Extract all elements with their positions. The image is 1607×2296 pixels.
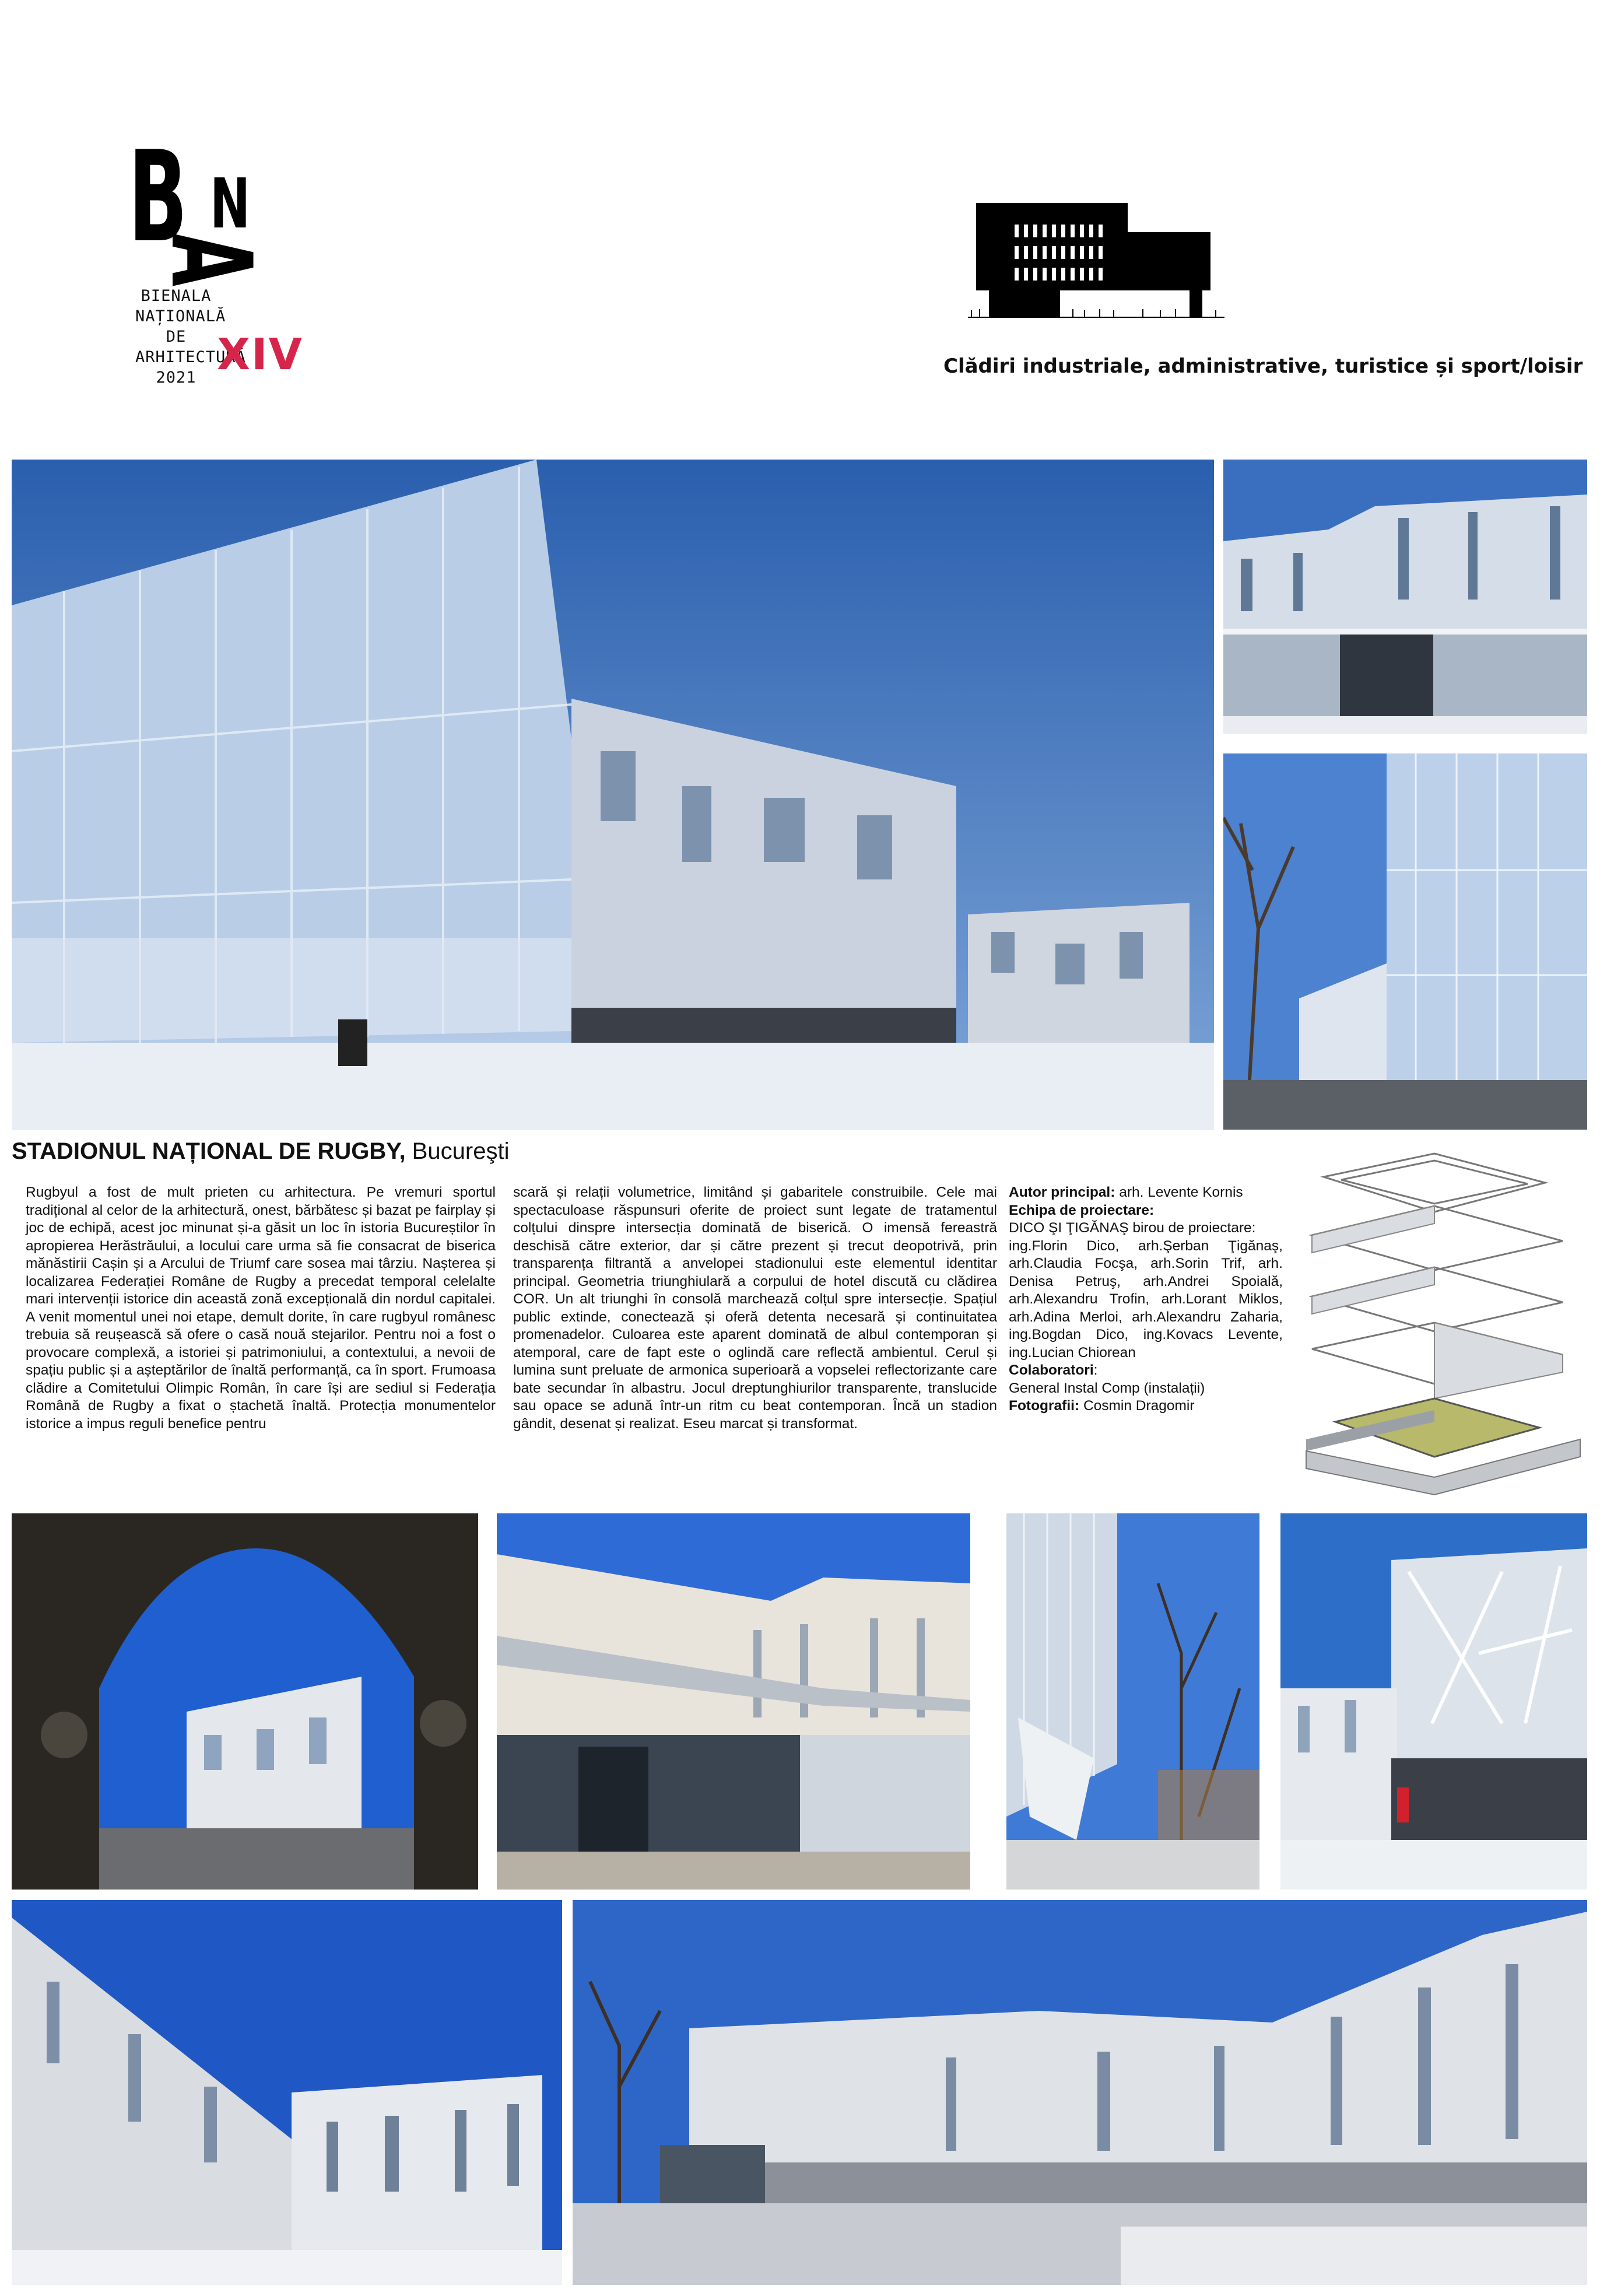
credit-collab bbox=[1009, 1362, 1283, 1380]
logo-subtitle-line: DE bbox=[166, 328, 187, 346]
logo-edition: XIV bbox=[217, 329, 303, 380]
photo-stadium-structure bbox=[1280, 1513, 1587, 1890]
logo-letter-b: B bbox=[128, 124, 188, 270]
credit-author bbox=[1009, 1184, 1283, 1202]
logo-subtitle-line: BIENALA bbox=[141, 287, 212, 305]
credit-collab-value: General Instal Comp (instalații) bbox=[1009, 1380, 1205, 1396]
credit-team-members: ing.Florin Dico, arh.Şerban Ţigănaş, arh.Claudia Focşa, arh.Sorin Trif, arh. Denisa Petruş, arh.Andrei Spoială, arh.Alexandru Trofin, arh.Lorant Miklos, arh.Adina Merloi, arh.Alexandru Zaharia, ing.Bogdan Dico, ing.Kovacs Levente, ing.Lucian Chiorean bbox=[1009, 1238, 1283, 1361]
logo-subtitle-line: NAȚIONALĂ bbox=[135, 307, 226, 325]
photo-facade-winter bbox=[12, 1900, 562, 2285]
logo-letter-a: A bbox=[146, 233, 275, 287]
credit-photo-value: Cosmin Dragomir bbox=[1083, 1398, 1195, 1414]
category-pictogram-icon bbox=[968, 198, 1224, 332]
description-col-1: Rugbyul a fost de mult prieten cu arhitectura. Pe vremuri sportul tradițional al celor de la arhitectură, onest, bărbătesc și bazat pe fairplay și joc de echipă, acest joc minunat și-a găsit un loc în istoria Bucureștilor în apropierea Herăstrăului, a locului care urma să fie consacrat de biserica mănăstirii Cașin și a Arcului de Triumf care sosea mai târziu. Nașterea și localizarea Federației Române de Rugby a precedat temporal celelalte mari intervenții istorice din această zonă excepțională din nordul capitalei. A venit momentul unei noi etape, demult dorite, în care rugbyul românesc trebuia să reușească să ofere o casă nouă stejarilor. Pentru noi a fost o provocare complexă, a istoriei și patrimoniului, a contextului, a nevoii de spațiu public și a așteptărilor de înaltă performanță, ca în sport. Frumoasa clădire a Comitetului Olimpic Român, în care își are sediul si Federația Română de Rugby a fixat o ștachetă înaltă. Protecția monumentelor istorice a impus reguli benefice pentru bbox=[26, 1184, 496, 1432]
category-label: Clădiri industriale, administrative, turistice și sport/loisir bbox=[943, 355, 1583, 378]
credit-photo-label: Fotografii: bbox=[1009, 1398, 1080, 1414]
credit-author-label: Autor principal: bbox=[1009, 1184, 1115, 1200]
photo-facade-dusk bbox=[1223, 460, 1587, 734]
photo-cantilever-corner bbox=[1006, 1513, 1259, 1890]
logo-subtitle bbox=[135, 286, 246, 388]
photo-stadium-dusk bbox=[12, 460, 1214, 1130]
photo-plaza-view bbox=[573, 1900, 1587, 2285]
photo-entrance-canopy bbox=[497, 1513, 970, 1890]
photo-arch-view bbox=[12, 1513, 478, 1890]
project-title-main: STADIONUL NAȚIONAL DE RUGBY, bbox=[12, 1138, 406, 1164]
axonometric-diagram bbox=[1289, 1148, 1592, 1498]
credit-team-label: Echipa de proiectare: bbox=[1009, 1202, 1155, 1218]
credit-author-value: arh. Levente Kornis bbox=[1119, 1184, 1243, 1200]
project-title bbox=[12, 1138, 509, 1165]
credit-photo bbox=[1009, 1397, 1283, 1415]
description-col-2: scară și relații volumetrice, limitând și gabaritele construibile. Cele mai spectaculoase răspunsuri oferite de proiect sunt legate de tratamentul colțului dinspre intersecția dominată de biserică. O imensă fereastră deschisă către exterior, dar și către prezent și trecut deopotrivă, prin transparența filtrantă a anvelopei stadionului este elementul identitar principal. Geometria triunghiulară a corpului de hotel discută cu clădirea COR. Un alt triunghi în consolă marchează colțul spre intersecție. Spațiul public extinde, conectează și oferă detenta necesară și continuitatea promenadelor. Culoarea este aparent dominată de albul contemporan și atemporal, care de fapt este o oglindă care reflectă ambientul. Cerul și lumina sunt preluate de armonica superioară a vopselei reflectorizante care bate secundar în albastru. Jocul dreptunghiurilor transparente, translucide sau opace se adună într-un ritm cu beat contemporan. Încă un stadion gândit, desenat și realizat. Eseu marcat și transformat. bbox=[513, 1184, 997, 1432]
logo-subtitle-line: 2021 bbox=[156, 369, 197, 387]
logo-letter-n: N bbox=[210, 163, 251, 244]
credits-block bbox=[1009, 1184, 1283, 1415]
credit-collab-colon: : bbox=[1093, 1362, 1098, 1378]
photo-stadium-corner bbox=[1223, 753, 1587, 1130]
logo-subtitle-line: ARHITECTURĂ bbox=[135, 348, 246, 366]
credit-team-office: DICO ŞI ŢIGĂNAŞ birou de proiectare: bbox=[1009, 1220, 1256, 1236]
project-city: Bucureşti bbox=[412, 1138, 510, 1164]
credit-collab-label: Colaboratori bbox=[1009, 1362, 1094, 1378]
